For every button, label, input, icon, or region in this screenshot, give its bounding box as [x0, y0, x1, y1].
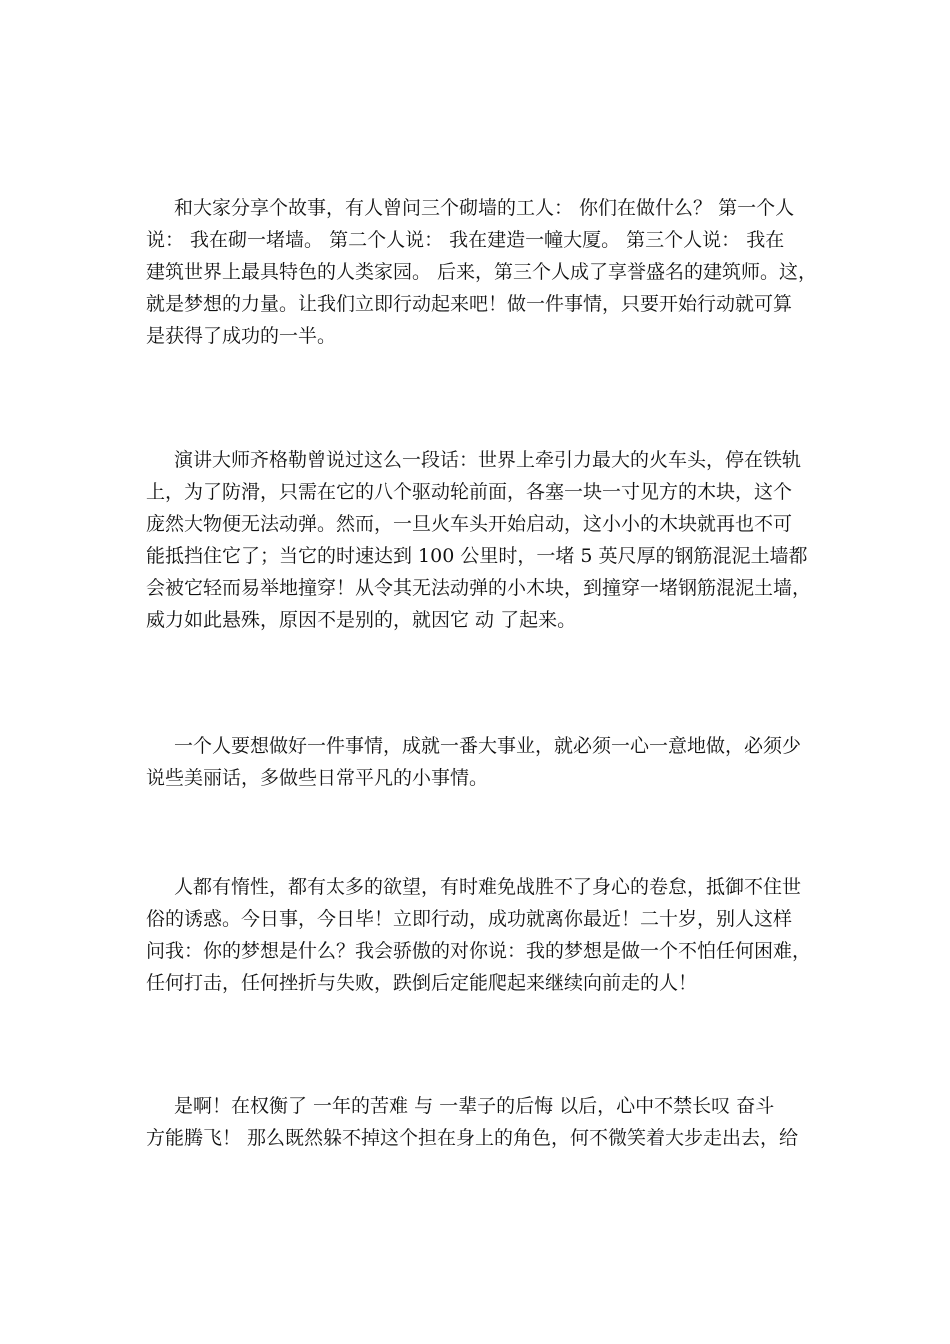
text-line: 说些美丽话，多做些日常平凡的小事情。 [146, 767, 489, 789]
text-line: 建筑世界上最具特色的人类家园。 后来，第三个人成了享誉盛名的建筑师。这， [146, 261, 818, 283]
text-line: 说： 我在砌一堵墙。 第二个人说： 我在建造一幢大厦。 第三个人说： 我在 [146, 229, 785, 251]
paragraph-struggle-to-fly [146, 1090, 826, 1154]
paragraph-one-thing-at-a-time [146, 730, 826, 794]
paragraph-ziglar-locomotive [146, 444, 826, 636]
text-line: 方能腾飞！ 那么既然躲不掉这个担在身上的角色，何不微笑着大步走出去，给 [146, 1127, 799, 1149]
paragraph-story-bricklayers [146, 192, 826, 352]
text-line: 就是梦想的力量。让我们立即行动起来吧！做一件事情，只要开始行动就可算 [146, 293, 793, 315]
text-line: 威力如此悬殊，原因不是别的，就因它 动 了起来。 [146, 609, 577, 631]
text-line: 俗的诱惑。今日事，今日毕！立即行动，成功就离你最近！二十岁，别人这样 [146, 908, 793, 930]
text-line: 问我：你的梦想是什么？我会骄傲的对你说：我的梦想是做一个不怕任何困难， [146, 940, 812, 962]
text-line: 会被它轻而易举地撞穿！从令其无法动弹的小木块，到撞穿一堵钢筋混泥土墙， [146, 577, 812, 599]
text-line: 人都有惰性，都有太多的欲望，有时难免战胜不了身心的卷怠，抵御不住世 [174, 876, 802, 898]
text-line: 是啊！在权衡了 一年的苦难 与 一辈子的后悔 以后，心中不禁长叹 奋斗 [174, 1095, 775, 1117]
text-line: 上，为了防滑，只需在它的八个驱动轮前面，各塞一块一寸见方的木块，这个 [146, 481, 793, 503]
text-line: 能抵挡住它了；当它的时速达到 100 公里时，一堵 5 英尺厚的钢筋混泥土墙都 [146, 545, 808, 567]
text-line: 演讲大师齐格勒曾说过这么一段话：世界上牵引力最大的火车头，停在铁轨 [174, 449, 802, 471]
text-line: 任何打击，任何挫折与失败，跌倒后定能爬起来继续向前走的人！ [146, 972, 698, 994]
paragraph-inertia-and-dream [146, 871, 826, 999]
text-line: 是获得了成功的一半。 [146, 325, 337, 347]
text-line: 一个人要想做好一件事情，成就一番大事业，就必须一心一意地做，必须少 [174, 735, 802, 757]
text-line: 和大家分享个故事，有人曾问三个砌墙的工人： 你们在做什么？ 第一个人 [174, 197, 795, 219]
text-line: 庞然大物便无法动弹。然而，一旦火车头开始启动，这小小的木块就再也不可 [146, 513, 793, 535]
